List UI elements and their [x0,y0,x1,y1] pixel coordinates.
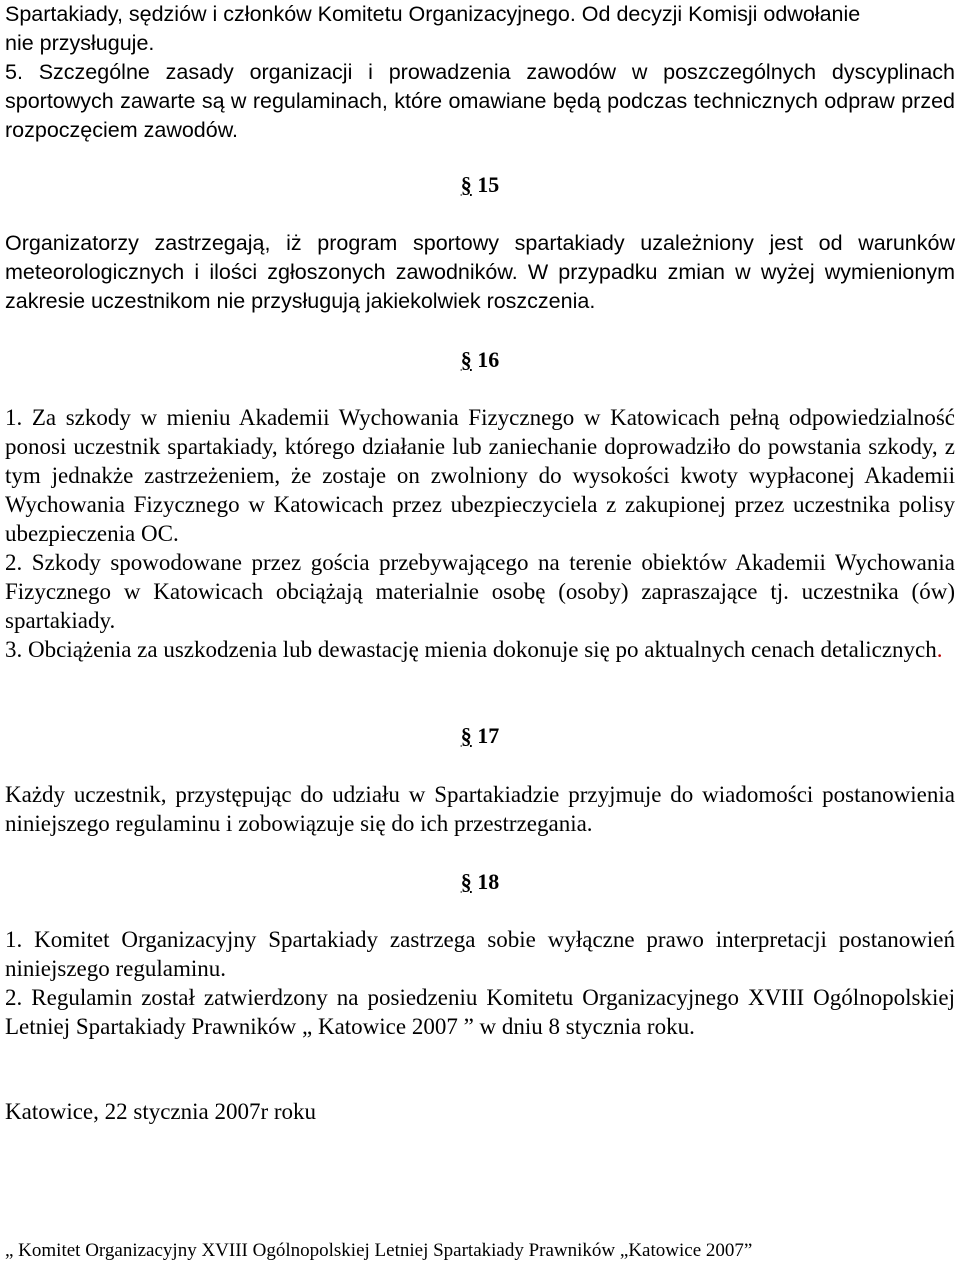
section-17-paragraph: Każdy uczestnik, przystępując do udziału w Spartakiadzie przyjmuje do wiadomości postanowienia niniejszego regulaminu i zobowiązuje się do ich przestrzegania. [5,782,955,836]
section-18-item-2: 2. Regulamin został zatwierdzony na posiedzeniu Komitetu Organizacyjnego XVIII Ogólnopolskiej Letniej Spartakiady Prawników „ Katowice 2007 ” w dniu 8 stycznia roku. [5,985,955,1039]
section-number: 15 [477,172,500,197]
section-heading-17 [5,721,955,750]
section-heading-18 [5,867,955,896]
section-sign: § [460,347,472,372]
text-line-continuation: Spartakiady, sędziów i członków Komitetu Organizacyjnego. Od decyzji Komisji odwołanie [5,2,861,26]
section-16-item-3-period: . [936,637,943,662]
section-16-item-3-text: 3. Obciążenia za uszkodzenia lub dewastację mienia dokonuje się po aktualnych cenach detalicznych [5,637,937,662]
section-number: 16 [477,347,500,372]
page-footer: „ Komitet Organizacyjny XVIII Ogólnopolskiej Letniej Spartakiady Prawników „Katowice 2007” [5,1240,753,1261]
section-number: 18 [477,869,500,894]
place-date-line: Katowice, 22 stycznia 2007r roku [5,1099,317,1124]
section-number: 17 [477,723,500,748]
section-16-item-3 [5,635,955,664]
section-sign: § [460,172,472,197]
section-sign: § [460,723,472,748]
text-line-continuation-end: nie przysługuje. [5,31,155,55]
section-18-item-1: 1. Komitet Organizacyjny Spartakiady zastrzega sobie wyłączne prawo interpretacji postanowień niniejszego regulaminu. [5,927,955,981]
section-heading-15 [5,170,955,199]
section-sign: § [460,869,472,894]
section-16-item-1: 1. Za szkody w mieniu Akademii Wychowania Fizycznego w Katowicach pełną odpowiedzialność ponosi uczestnik spartakiady, którego działanie lub zaniechanie doprowadziło do powstania szkody, z tym jednakże zastrzeżeniem, że zostaje on zwolniony do wysokości kwoty wypłaconej Akademii Wychowania Fizycznego w Katowicach przez ubezpieczyciela z zakupionej przez uczestnika polisy ubezpieczenia OC. [5,405,955,546]
section-16-item-2: 2. Szkody spowodowane przez gościa przebywającego na terenie obiektów Akademii Wychowania Fizycznego w Katowicach obciążają materialnie osobę (osoby) zapraszające tj. uczestnika (ów) spartakiady. [5,550,955,633]
section-heading-16 [5,345,955,374]
paragraph-item-5: 5. Szczególne zasady organizacji i prowadzenia zawodów w poszczególnych dyscyplinach sportowych zawarte są w regulaminach, które omawiane będą podczas technicznych odpraw przed rozpoczęciem zawodów. [5,60,955,142]
section-15-paragraph: Organizatorzy zastrzegają, iż program sportowy spartakiady uzależniony jest od warunków meteorologicznych i ilości zgłoszonych zawodników. W przypadku zmian w wyżej wymienionym zakresie uczestnikom nie przysługują jakiekolwiek roszczenia. [5,231,955,313]
